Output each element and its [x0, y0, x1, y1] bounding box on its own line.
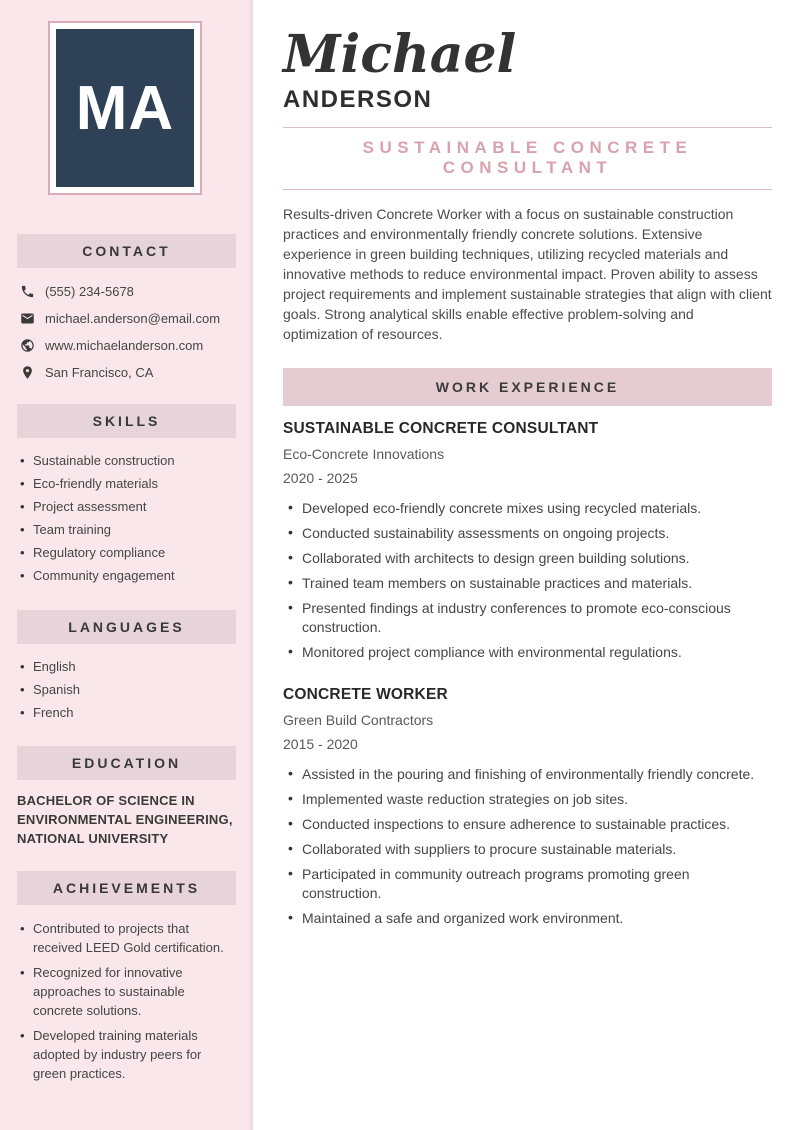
job-title: SUSTAINABLE CONCRETE CONSULTANT: [283, 420, 599, 437]
skill-item: • Sustainable construction: [20, 451, 236, 474]
education-heading: EDUCATION: [17, 746, 236, 780]
skill-item: • Project assessment: [20, 497, 236, 520]
phone-icon: [20, 284, 35, 299]
location-icon: [20, 365, 35, 380]
contact-phone-text: (555) 234-5678: [45, 284, 134, 299]
contact-website-text: www.michaelanderson.com: [45, 338, 204, 353]
contact-item-phone: [20, 278, 236, 305]
education-degree: BACHELOR OF SCIENCE IN ENVIRONMENTAL ENGINEERING, NATIONAL UNIVERSITY: [17, 793, 233, 846]
job-dates: 2020 - 2025: [283, 470, 358, 486]
first-name: Michael: [283, 24, 517, 85]
skill-item: • Team training: [20, 520, 236, 543]
experience-bullet: • Developed eco-friendly concrete mixes using recycled materials.: [283, 496, 772, 521]
contact-item-location: [20, 359, 236, 386]
languages-list: [0, 657, 250, 726]
language-item: • English: [20, 657, 236, 680]
contact-location-text: San Francisco, CA: [45, 365, 154, 380]
job-bullet-list: [283, 496, 772, 665]
job-company: Green Build Contractors: [283, 712, 434, 728]
contact-item-email: [20, 305, 236, 332]
experience-bullet: • Monitored project compliance with environmental regulations.: [283, 640, 772, 665]
monogram-initials: MA: [75, 73, 175, 143]
globe-icon: [20, 338, 35, 353]
job-entry: [283, 420, 772, 665]
languages-heading: LANGUAGES: [17, 610, 236, 644]
experience-bullet: • Assisted in the pouring and finishing of environmentally friendly concrete.: [283, 762, 772, 787]
experience-bullet: • Maintained a safe and organized work environment.: [283, 906, 772, 931]
contact-item-website: [20, 332, 236, 359]
skills-list: [0, 451, 250, 589]
job-entry: [283, 686, 772, 931]
achievement-item: • Recognized for innovative approaches to sustainable concrete solutions.: [20, 963, 236, 1020]
sidebar: [0, 0, 253, 1130]
achievement-item: • Contributed to projects that received LEED Gold certification.: [20, 919, 236, 957]
contact-list: [0, 278, 250, 386]
language-item: • French: [20, 703, 236, 726]
job-company: Eco-Concrete Innovations: [283, 446, 445, 462]
experience-bullet: • Trained team members on sustainable practices and materials.: [283, 571, 772, 596]
experience-bullet: • Collaborated with suppliers to procure sustainable materials.: [283, 837, 772, 862]
summary-paragraph: Results-driven Concrete Worker with a focus on sustainable construction practices and environmentally friendly concrete solutions. Extensive experience in green building techniques, utilizing recycled materials and innovative methods to reduce environmental impact. Proven ability to assess project requirements and implement sustainable strategies that align with client goals. Strong analytical skills enable effective problem-solving and optimization of resources.: [283, 206, 772, 342]
experience-bullet: • Implemented waste reduction strategies on job sites.: [283, 787, 772, 812]
skill-item: • Community engagement: [20, 566, 236, 589]
skill-item: • Regulatory compliance: [20, 543, 236, 566]
language-item: • Spanish: [20, 680, 236, 703]
experience-bullet: • Presented findings at industry conferences to promote eco-conscious construction.: [283, 596, 772, 640]
title-band: [283, 127, 772, 190]
email-icon: [20, 311, 35, 326]
last-name: ANDERSON: [283, 86, 433, 113]
contact-heading: CONTACT: [17, 234, 236, 268]
experience-bullet: • Participated in community outreach programs promoting green construction.: [283, 862, 772, 906]
achievements-heading: ACHIEVEMENTS: [17, 871, 236, 905]
experience-bullet: • Conducted sustainability assessments on ongoing projects.: [283, 521, 772, 546]
contact-email-text: michael.anderson@email.com: [45, 311, 221, 326]
work-experience-heading: WORK EXPERIENCE: [283, 368, 772, 406]
job-dates: 2015 - 2020: [283, 736, 358, 752]
experience-bullet: • Conducted inspections to ensure adherence to sustainable practices.: [283, 812, 772, 837]
job-bullet-list: [283, 762, 772, 931]
achievements-list: [0, 919, 250, 1083]
experience-bullet: • Collaborated with architects to design green building solutions.: [283, 546, 772, 571]
monogram-frame: [48, 21, 202, 195]
job-title: CONCRETE WORKER: [283, 686, 448, 703]
professional-title: SUSTAINABLE CONCRETE CONSULTANT: [362, 138, 693, 177]
skill-item: • Eco-friendly materials: [20, 474, 236, 497]
main-column: [253, 0, 800, 1130]
skills-heading: SKILLS: [17, 404, 236, 438]
achievement-item: • Developed training materials adopted by industry peers for green practices.: [20, 1026, 236, 1083]
divider-line: [283, 189, 772, 190]
monogram: [56, 29, 194, 187]
